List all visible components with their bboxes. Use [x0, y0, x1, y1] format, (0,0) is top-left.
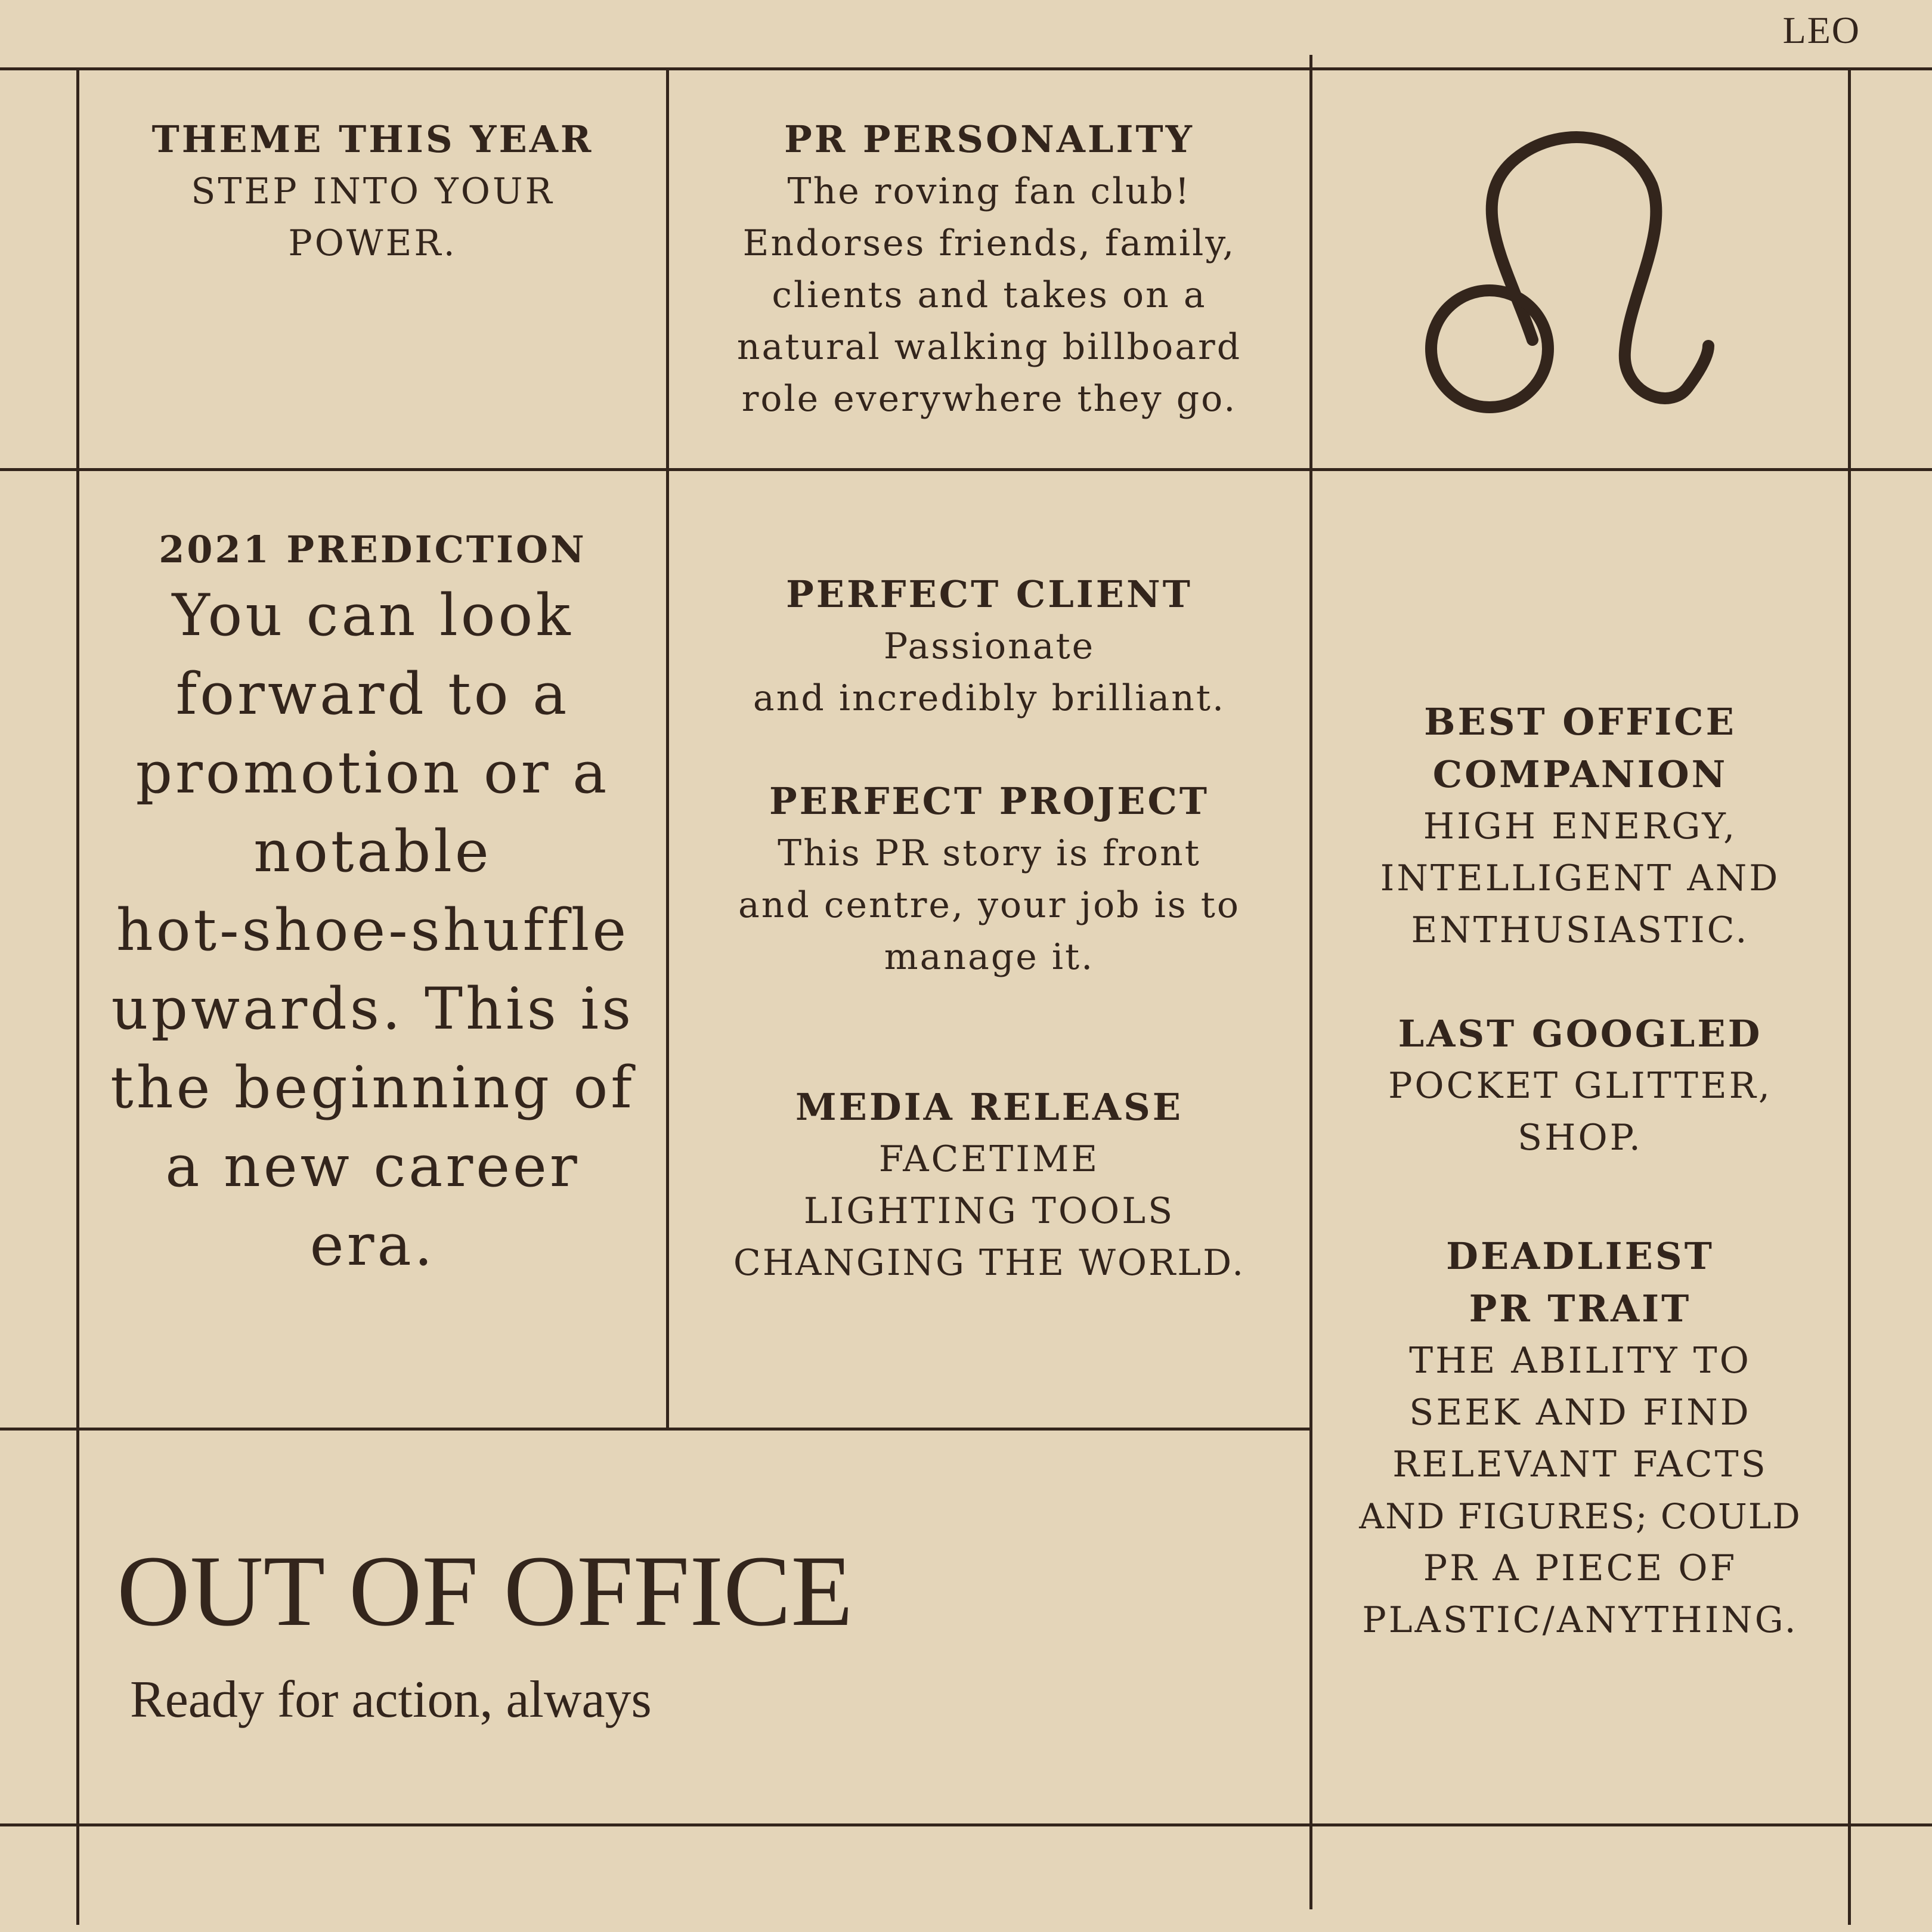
perfect-project-line: This PR story is front [778, 832, 1201, 874]
prediction-line: hot-shoe-shuffle [116, 897, 630, 964]
deadliest-trait-heading: DEADLIEST [1446, 1234, 1714, 1278]
grid-line-bottom [0, 1823, 1932, 1826]
pr-personality-section [669, 113, 1309, 425]
media-release-line: LIGHTING TOOLS [803, 1190, 1175, 1232]
pr-personality-line: Endorses friends, family, [742, 222, 1236, 264]
office-companion-section [1312, 696, 1848, 956]
deadliest-trait-line: PLASTIC/ANYTHING. [1362, 1599, 1798, 1641]
deadliest-trait-section [1312, 1230, 1848, 1646]
deadliest-trait-line: AND FIGURES; COULD [1359, 1496, 1801, 1537]
perfect-client-line: and incredibly brilliant. [753, 677, 1226, 719]
prediction-line: notable [253, 818, 492, 885]
perfect-client-heading: PERFECT CLIENT [786, 572, 1193, 616]
prediction-line: You can look [172, 582, 574, 649]
prediction-line: a new career [165, 1133, 580, 1200]
grid-line-row2 [0, 1428, 1312, 1431]
deadliest-trait-line: THE ABILITY TO [1409, 1340, 1751, 1382]
sign-label: LEO [1782, 9, 1860, 51]
deadliest-trait-line: SEEK AND FIND [1409, 1392, 1751, 1433]
theme-section [79, 113, 666, 270]
deadliest-trait-line: RELEVANT FACTS [1392, 1444, 1768, 1485]
last-googled-heading: LAST GOOGLED [1398, 1012, 1763, 1055]
prediction-section [79, 524, 666, 1284]
pr-personality-heading: PR PERSONALITY [784, 117, 1194, 161]
pr-personality-line: clients and takes on a [772, 274, 1207, 316]
theme-heading: THEME THIS YEAR [151, 117, 594, 161]
media-release-line: CHANGING THE WORLD. [733, 1242, 1246, 1284]
perfect-client-section [669, 568, 1309, 724]
leo-symbol-icon [1419, 119, 1729, 417]
prediction-line: forward to a [175, 661, 570, 727]
pr-personality-line: The roving fan club! [787, 171, 1191, 212]
office-companion-line: INTELLIGENT AND [1380, 857, 1781, 899]
perfect-client-line: Passionate [883, 626, 1095, 667]
out-of-office-subtitle: Ready for action, always [130, 1671, 652, 1729]
office-companion-heading: COMPANION [1432, 753, 1728, 796]
pr-personality-line: natural walking billboard [736, 326, 1242, 368]
perfect-project-heading: PERFECT PROJECT [769, 779, 1209, 823]
deadliest-trait-line: PR A PIECE OF [1423, 1547, 1738, 1589]
office-companion-line: HIGH ENERGY, [1423, 806, 1738, 847]
deadliest-trait-heading: PR TRAIT [1469, 1287, 1692, 1330]
perfect-project-line: and centre, your job is to [738, 884, 1240, 926]
office-companion-line: ENTHUSIASTIC. [1411, 909, 1750, 951]
prediction-heading: 2021 PREDICTION [159, 528, 587, 571]
grid-line-row1 [0, 468, 1932, 471]
perfect-project-line: manage it. [884, 936, 1095, 978]
prediction-line: era. [309, 1212, 436, 1278]
media-release-section [669, 1081, 1309, 1289]
out-of-office-title: OUT OF OFFICE [117, 1535, 853, 1647]
prediction-line: the beginning of [110, 1054, 635, 1121]
theme-line: POWER. [288, 222, 457, 264]
grid-line-col3 [1848, 67, 1851, 1925]
last-googled-section [1312, 1008, 1848, 1164]
media-release-heading: MEDIA RELEASE [795, 1085, 1184, 1129]
office-companion-heading: BEST OFFICE [1424, 700, 1736, 744]
theme-line: STEP INTO YOUR [191, 171, 555, 212]
prediction-line: upwards. This is [111, 976, 634, 1042]
last-googled-line: SHOP. [1518, 1117, 1643, 1159]
media-release-line: FACETIME [878, 1138, 1100, 1180]
pr-personality-line: role everywhere they go. [741, 378, 1237, 420]
prediction-line: promotion or a [135, 739, 610, 806]
grid-line-top [0, 67, 1932, 70]
perfect-project-section [669, 775, 1309, 983]
last-googled-line: POCKET GLITTER, [1388, 1065, 1772, 1107]
